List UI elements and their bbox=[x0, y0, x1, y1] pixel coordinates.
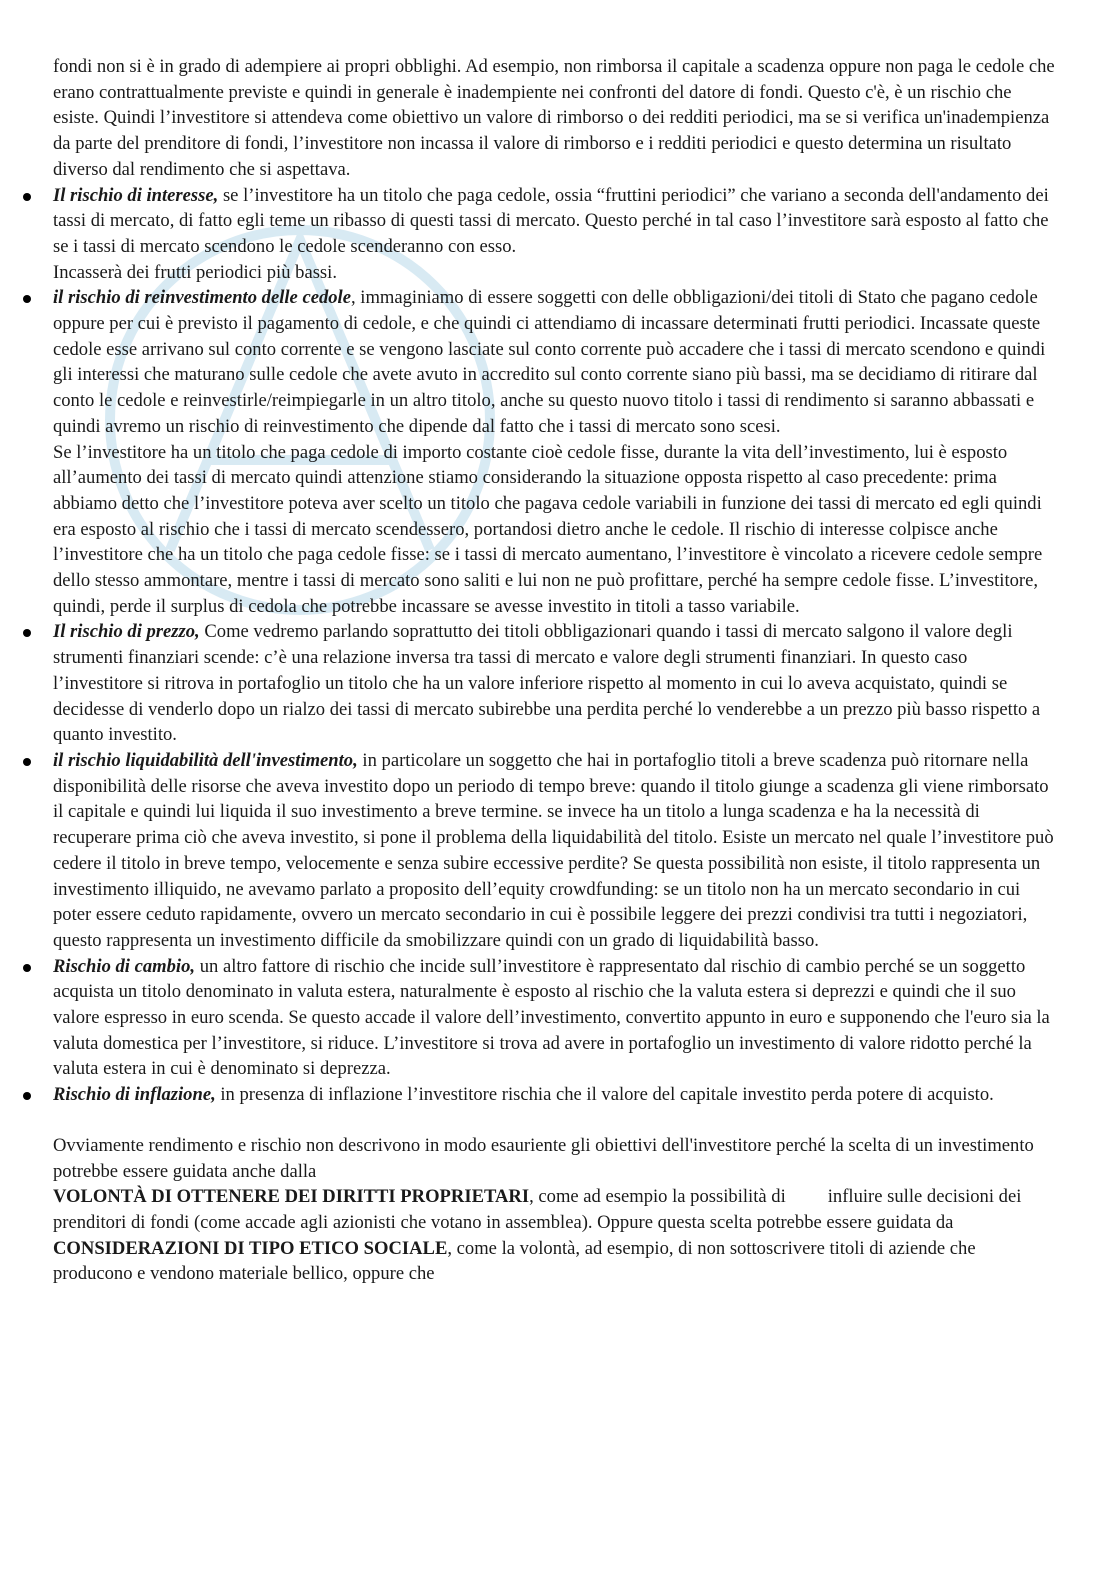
bullet-icon bbox=[23, 964, 31, 972]
risk-description: Come vedremo parlando soprattutto dei titoli obbligazionari quando i tassi di mercato salgono il valore degli strumenti finanziari scende: c’è una relazione inversa tra tassi di mercato e valore degli strumenti finanziari. In questo caso l’investitore si ritrova in portafoglio un titolo che ha un valore inferiore rispetto al momento in cui lo aveva acquistato, quindi se decidesse di venderlo dopo un rialzo dei tassi di mercato subirebbe una perdita perché lo venderebbe a un prezzo più basso rispetto a quanto investito. bbox=[53, 621, 1041, 746]
risk-description: un altro fattore di rischio che incide sull’investitore è rappresentato dal rischio di cambio perché se un soggetto acquista un titolo denominato in valuta estera, naturalmente è esposto al rischio che la valuta estera si deprezzi e quindi che il suo valore espresso in euro scenda. Se questo accade il valore dell’investimento, convertito appunto in euro e supponendo che l'euro sia la valuta domestica per l’investitore, si riduce. L’investitore si trova ad avere in portafoglio un investimento di valore ridotto perché la valuta estera in cui è denominato si deprezza. bbox=[53, 955, 1050, 1080]
list-item-extra: Se l’investitore ha un titolo che paga cedole di importo costante cioè cedole fisse, durante la vita dell’investimento, lui è esposto all’aumento dei tassi di mercato quindi attenzione stiamo considerando la situazione opposta rispetto al caso precedente: prima abbiamo detto che l’investitore poteva aver scelto un titolo che pagava cedole variabili in funzione dei tassi di mercato ed egli quindi era esposto al rischio che i tassi di mercato scendessero, portandosi dietro anche le cedole. Il rischio di interesse colpisce anche l’investitore che ha un titolo che paga cedole fisse: se i tassi di mercato aumentano, l’investitore è vincolato a ricevere cedole sempre dello stesso ammontare, mentre i tassi di mercato sono saliti e lui non ne può profittare, perché ha sempre cedole fisse. L’investitore, quindi, perde il surplus di cedola che potrebbe incassare se avesse investito in titoli a tasso variabile. bbox=[53, 441, 1043, 617]
risk-term: il rischio di reinvestimento delle cedole bbox=[53, 287, 351, 309]
risk-term: Rischio di cambio, bbox=[53, 955, 196, 977]
closing-text-d: producono e vendono materiale bellico, oppure che bbox=[53, 1263, 435, 1285]
risk-term: Il rischio di prezzo, bbox=[53, 621, 200, 643]
risk-term: il rischio liquidabilità dell'investimento, bbox=[53, 749, 358, 771]
list-item-rischio-prezzo bbox=[53, 619, 1061, 748]
closing-paragraph bbox=[53, 1133, 1061, 1287]
paragraph-spacer bbox=[53, 1108, 1061, 1133]
list-item-rischio-cambio bbox=[53, 954, 1061, 1083]
risk-term: Il rischio di interesse, bbox=[53, 184, 219, 206]
list-item-text bbox=[53, 748, 1061, 954]
bullet-icon bbox=[23, 1092, 31, 1100]
list-item-rischio-interesse bbox=[53, 183, 1061, 286]
closing-intro: Ovviamente rendimento e rischio non descrivono in modo esauriente gli obiettivi dell'investitore perché la scelta di un investimento potrebbe essere guidata anche dalla bbox=[53, 1134, 1034, 1182]
bullet-icon bbox=[23, 629, 31, 637]
risk-description: , immaginiamo di essere soggetti con delle obbligazioni/dei titoli di Stato che pagano cedole oppure per cui è previsto il pagamento di cedole, e che quindi ci attendiamo di incassare determinati frutti periodici. Incassate queste cedole esse arrivano sul conto corrente e se vengono lasciate sul conto corrente può accadere che i tassi di mercato scendono e quindi gli interessi che maturano sulle cedole che avete avuto in accredito sul conto corrente siano più bassi, ma se decidiamo di ritirare dal conto le cedole e reinvestirle/reimpiegarle in un altro titolo, anche su questo nuovo titolo i tassi di rendimento si saranno abbassati e quindi avremo un rischio di reinvestimento che dipende dal fatto che i tassi di mercato sono scesi. bbox=[53, 287, 1046, 437]
list-item-text bbox=[53, 954, 1061, 1083]
risk-description: in particolare un soggetto che hai in portafoglio titoli a breve scadenza può ritornare nella disponibilità delle risorse che aveva investito dopo un periodo di tempo breve: quando il titolo giunge a scadenza gli viene rimborsato il capitale e quindi lui liquida il suo investimento a breve termine. se invece ha un titolo a lunga scadenza e ha la necessità di recuperare prima ciò che aveva investito, si pone il problema della liquidabilità del titolo. Esiste un mercato nel quale l’investitore può cedere il titolo in breve tempo, velocemente e senza subire eccessive perdite? Se questa possibilità non esiste, il titolo rappresenta un investimento illiquido, ne avevamo parlato a proposito dell’equity crowdfunding: se un titolo non ha un mercato secondario in cui poter essere ceduto rapidamente, ovvero un mercato secondario in cui è possibile leggere dei prezzi condivisi tra tutti i negoziatori, questo rappresenta un investimento difficile da smobilizzare quindi con un grado di liquidabilità basso. bbox=[53, 749, 1054, 951]
list-item-text bbox=[53, 1082, 1061, 1108]
bullet-icon bbox=[23, 758, 31, 766]
list-item-rischio-reinvestimento bbox=[53, 285, 1061, 619]
list-item-rischio-inflazione bbox=[53, 1082, 1061, 1108]
document-page bbox=[53, 54, 1061, 1287]
list-item-text bbox=[53, 183, 1061, 260]
closing-text-a: , come ad esempio la possibilità di bbox=[529, 1186, 786, 1208]
bullet-icon bbox=[23, 295, 31, 303]
intro-paragraph: fondi non si è in grado di adempiere ai propri obblighi. Ad esempio, non rimborsa il capitale a scadenza oppure non paga le cedole che erano contrattualmente previste e quindi in generale è inadempiente nei confronti del datore di fondi. Questo c'è, è un rischio che esiste. Quindi l’investitore si attendeva come obiettivo un valore di rimborso o dei redditi periodici, ma se si verifica un'inadempienza da parte del prenditore di fondi, l’investitore non incassa il valore di rimborso e i redditi periodici e questo determina un risultato diverso dal rendimento che si aspettava. bbox=[53, 56, 1055, 180]
risk-description: in presenza di inflazione l’investitore rischia che il valore del capitale investito perda potere di acquisto. bbox=[215, 1084, 994, 1106]
risk-description: se l’investitore ha un titolo che paga cedole, ossia “fruttini periodici” che variano a seconda dell'andamento dei tassi di mercato, di fatto egli teme un ribasso di questi tassi di mercato. Questo perché in tal caso l’investitore sarà esposto al fatto che se i tassi di mercato scendono le cedole scenderanno con esso. bbox=[53, 184, 1049, 257]
list-item-extra: Incasserà dei frutti periodici più bassi. bbox=[53, 261, 337, 283]
list-item-rischio-liquidabilita bbox=[53, 748, 1061, 954]
risk-term: Rischio di inflazione, bbox=[53, 1084, 216, 1106]
list-item-text bbox=[53, 619, 1061, 748]
emphasis-diritti-proprietari: VOLONTÀ DI OTTENERE DEI DIRITTI PROPRIETARI bbox=[53, 1186, 530, 1208]
emphasis-etico-sociale: CONSIDERAZIONI DI TIPO ETICO SOCIALE bbox=[53, 1237, 448, 1259]
closing-text-c: , come la volontà, ad esempio, di non sottoscrivere titoli di aziende che bbox=[447, 1237, 976, 1259]
bullet-icon bbox=[23, 193, 31, 201]
list-item-text bbox=[53, 285, 1061, 439]
closing-text-b: influire sulle decisioni dei prenditori di fondi (come accade agli azionisti che votano in assemblea). Oppure questa scelta potrebbe essere guidata da bbox=[53, 1186, 1022, 1233]
